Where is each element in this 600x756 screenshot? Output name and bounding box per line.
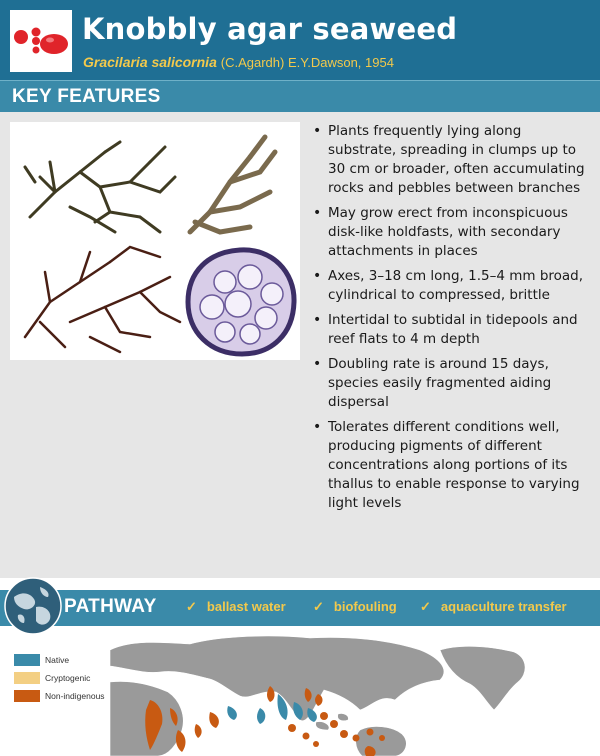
list-item: • May grow erect from inconspicuous disk-like holdfasts, with secondary attachments in places bbox=[308, 204, 592, 261]
specimen-clump-photo bbox=[25, 142, 175, 232]
distribution-map bbox=[110, 630, 528, 756]
specimen-branch-photo bbox=[190, 137, 275, 232]
specimen-red-clump-photo bbox=[25, 247, 180, 352]
legend-label: Non-indigenous bbox=[45, 691, 105, 701]
legend-label: Native bbox=[45, 655, 70, 665]
legend-item-native bbox=[14, 652, 105, 668]
key-features-panel bbox=[0, 112, 600, 578]
page-title: Knobbly agar seaweed bbox=[82, 12, 458, 46]
globe-icon bbox=[4, 577, 62, 635]
legend-item-non-indigenous bbox=[14, 688, 105, 704]
checkmark-icon: ✓ bbox=[186, 599, 197, 614]
checkmark-icon: ✓ bbox=[313, 599, 324, 614]
map-legend bbox=[14, 652, 105, 706]
legend-swatch bbox=[14, 690, 40, 702]
scientific-name: Gracilaria salicornia bbox=[83, 54, 217, 70]
list-item: • Plants frequently lying along substrate, spreading in clumps up to 30 cm or broader, often accumulating rocks and pebbles between branches bbox=[308, 122, 592, 198]
list-item: • Axes, 3–18 cm long, 1.5–4 mm broad, cylindrical to compressed, brittle bbox=[308, 267, 592, 305]
pathway-item-aquaculture-transfer bbox=[420, 599, 567, 615]
list-item: • Doubling rate is around 15 days, species easily fragmented aiding dispersal bbox=[308, 355, 592, 412]
key-features-heading: KEY FEATURES bbox=[12, 86, 161, 107]
list-item: • Intertidal to subtidal in tidepools and reef flats to 4 m depth bbox=[308, 311, 592, 349]
key-features-list bbox=[308, 122, 592, 519]
authority: (C.Agardh) E.Y.Dawson, 1954 bbox=[220, 55, 394, 70]
pathway-item-biofouling bbox=[313, 599, 397, 615]
checkmark-icon: ✓ bbox=[420, 599, 431, 614]
pathway-item-label: ballast water bbox=[206, 599, 286, 614]
list-item: • Tolerates different conditions well, producing pigments of different concentrations along portions of its thallus to enable response to varying light levels bbox=[308, 418, 592, 513]
scientific-name-line bbox=[83, 54, 394, 70]
pathway-item-label: aquaculture transfer bbox=[440, 599, 567, 614]
legend-item-cryptogenic bbox=[14, 670, 105, 686]
legend-label: Cryptogenic bbox=[45, 673, 91, 683]
key-features-bar bbox=[0, 80, 600, 112]
pathway-heading: PATHWAY bbox=[64, 596, 157, 617]
header bbox=[0, 0, 600, 80]
cross-section-photo bbox=[188, 250, 294, 354]
pathway-bar bbox=[0, 590, 600, 626]
red-algae-logo-icon bbox=[10, 10, 72, 72]
pathway-item-ballast-water bbox=[186, 599, 286, 615]
legend-swatch bbox=[14, 654, 40, 666]
specimen-photos bbox=[10, 122, 300, 360]
legend-swatch bbox=[14, 672, 40, 684]
pathway-item-label: biofouling bbox=[333, 599, 397, 614]
